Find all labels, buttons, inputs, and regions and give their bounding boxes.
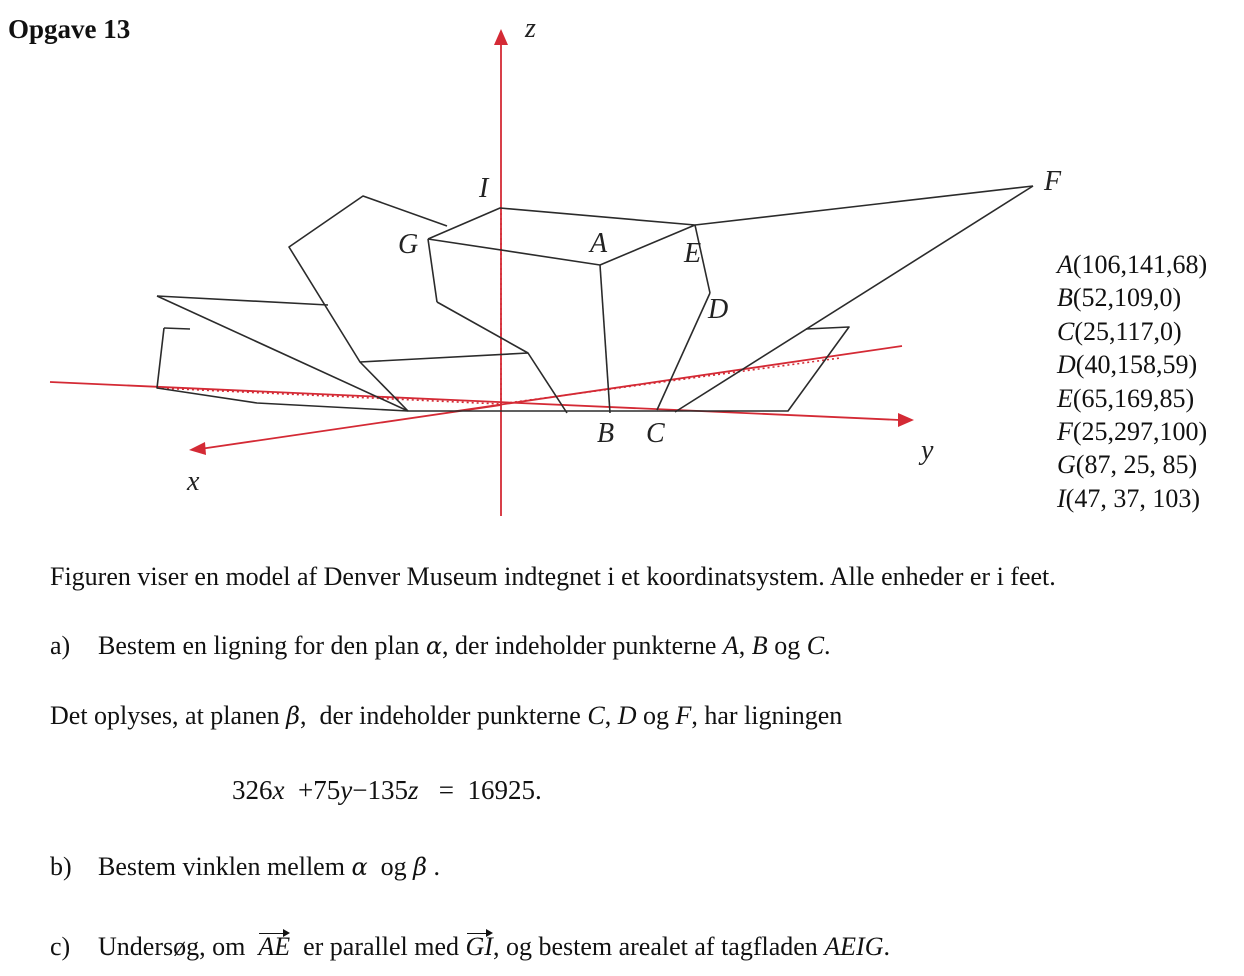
coordinate-row: A(106,141,68) [1057, 250, 1208, 279]
beta-symbol: β [286, 702, 300, 730]
point-label-G: G [398, 229, 419, 260]
extra-axis [450, 346, 902, 412]
vector-AE: AE [258, 932, 291, 961]
coordinate-row: G(87, 25, 85) [1057, 450, 1198, 480]
coordinate-row: C(25,117,0) [1057, 316, 1182, 346]
question-b: b) Bestem vinklen mellem α og β . [50, 852, 441, 881]
y-axis [50, 382, 900, 420]
coordinate-row: F(25,297,100) [1057, 417, 1208, 447]
coordinates-list [1057, 248, 1207, 515]
point-label-F: F [1044, 166, 1062, 197]
alpha-symbol: α [425, 632, 443, 660]
statement-text: Det oplyses, at planen β, der indeholder punkterne C, D og F, har ligningen [50, 701, 843, 730]
x-axis-label: x [187, 466, 200, 497]
point-label-C: C [646, 418, 665, 449]
exercise-title: Opgave 13 [8, 14, 131, 44]
point-label-E: E [684, 238, 702, 269]
question-a: a) Bestem en ligning for den plan α, der indeholder punkterne A, B og C. [50, 631, 831, 660]
question-letter: a) [50, 631, 71, 660]
coordinate-axes [50, 29, 914, 516]
coordinate-row: E(65,169,85) [1057, 383, 1195, 413]
point-label-A: A [590, 228, 608, 259]
question-letter: c) [50, 932, 71, 961]
coordinate-row: I(47, 37, 103) [1057, 483, 1200, 513]
alpha-symbol: α [351, 853, 368, 881]
x-axis-arrowhead [189, 442, 206, 455]
y-axis-arrowhead [898, 413, 914, 427]
beta-symbol: β [413, 853, 428, 881]
point-label-I: I [479, 173, 489, 204]
point-label-D: D [708, 294, 729, 325]
vector-GI: GI [465, 932, 493, 961]
y-axis-label: y [921, 435, 934, 466]
plane-equation: 326x +75y−135z = 16925. [232, 775, 542, 805]
z-axis-arrowhead [494, 29, 508, 45]
question-letter: b) [50, 852, 72, 881]
coordinate-row: B(52,109,0) [1057, 283, 1182, 313]
hidden-lines [157, 208, 840, 405]
model-edges [157, 186, 1033, 413]
point-label-B: B [597, 418, 615, 449]
intro-text: Figuren viser en model af Denver Museum indtegnet i et koordinatsystem. Alle enheder er i feet. [50, 562, 1056, 591]
z-axis-label: z [525, 13, 536, 44]
question-c: c) Undersøg, om AE er parallel med GI, og bestem arealet af tagfladen AEIG. [50, 932, 890, 961]
coordinate-row: D(40,158,59) [1057, 350, 1198, 380]
